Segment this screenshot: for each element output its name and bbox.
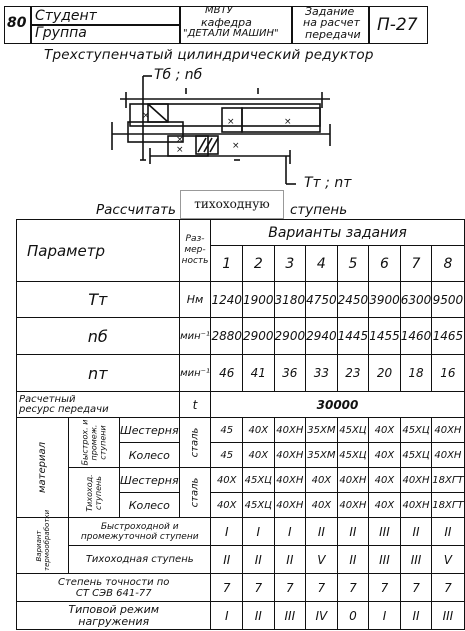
- header-divider: [368, 7, 370, 43]
- table-cell: II: [432, 518, 464, 546]
- table-cell: 7: [274, 574, 306, 602]
- table-cell: 36: [274, 355, 306, 392]
- heat-group-label: Вариант термообработки: [34, 509, 51, 571]
- resource-unit: t: [179, 392, 211, 418]
- table-cell: IV: [306, 602, 338, 630]
- table-cell: 40ХН: [274, 468, 306, 493]
- resource-value: 30000: [211, 392, 464, 418]
- heat-row-label: Быстроходной и промежуточной ступени: [69, 518, 211, 546]
- table-cell: 45ХЦ: [400, 443, 432, 468]
- table-cell: I: [369, 602, 401, 630]
- materials-group-label: материал: [37, 441, 49, 494]
- table-cell: 2900: [274, 318, 306, 355]
- unit-tt: Нм: [179, 282, 211, 318]
- table-cell: 40Х: [369, 418, 401, 443]
- steel-unit-text: сталь: [189, 477, 201, 508]
- table-cell: 40Х: [243, 443, 275, 468]
- table-cell: 45ХЦ: [243, 468, 275, 493]
- table-cell: 40Х: [306, 468, 338, 493]
- unit-nt: мин⁻¹: [179, 355, 211, 392]
- heat-group: [17, 509, 69, 574]
- table-cell: II: [243, 546, 275, 574]
- table-cell: I: [243, 518, 275, 546]
- table-cell: III: [432, 602, 464, 630]
- param-tt: Тт: [17, 282, 180, 318]
- accuracy-label: [17, 574, 211, 602]
- table-cell: II: [400, 518, 432, 546]
- task-code: П-27: [377, 15, 418, 35]
- table-cell: I: [211, 602, 243, 630]
- table-cell: 2900: [243, 318, 275, 355]
- table-cell: 45ХЦ: [400, 418, 432, 443]
- stage-box: [180, 190, 284, 219]
- table-cell: 3180: [274, 282, 306, 318]
- table-cell: 7: [369, 574, 401, 602]
- svg-text:×: ×: [232, 141, 240, 151]
- output-shaft-label: Тт ; nт: [304, 175, 352, 191]
- variant-number: 3: [274, 246, 306, 282]
- part-label: Шестерня: [120, 468, 180, 493]
- header-block: [4, 6, 428, 44]
- variants-table: [16, 219, 465, 630]
- resource-label-line1: Расчетный: [19, 393, 76, 405]
- table-cell: III: [369, 518, 401, 546]
- task-line3: передачи: [305, 28, 361, 41]
- param-nt: nт: [17, 355, 180, 392]
- table-cell: 2940: [306, 318, 338, 355]
- materials-group: [17, 418, 69, 518]
- accuracy-label-line2: СТ СЭВ 641-77: [75, 587, 152, 599]
- part-label: Колесо: [120, 443, 180, 468]
- task-line1: Задание: [305, 5, 355, 18]
- variant-number: 7: [400, 246, 432, 282]
- fast-stage-text: Быстрох. и промеж. ступени: [80, 419, 108, 466]
- steel-unit: [179, 468, 211, 518]
- table-cell: III: [369, 546, 401, 574]
- table-cell: V: [306, 546, 338, 574]
- table-cell: 7: [243, 574, 275, 602]
- input-shaft-label: Тб ; nб: [154, 67, 203, 83]
- table-cell: 41: [243, 355, 275, 392]
- table-cell: 1455: [369, 318, 401, 355]
- table-cell: 16: [432, 355, 464, 392]
- org-line3: "ДЕТАЛИ МАШИН": [183, 28, 279, 39]
- table-cell: 1900: [243, 282, 275, 318]
- group-label: Группа: [35, 25, 87, 41]
- table-cell: III: [274, 602, 306, 630]
- table-cell: 2880: [211, 318, 243, 355]
- table-cell: 45: [211, 418, 243, 443]
- table-cell: 7: [337, 574, 369, 602]
- table-cell: 1445: [337, 318, 369, 355]
- table-cell: 40Х: [243, 418, 275, 443]
- mode-label-line2: нагружения: [78, 614, 150, 628]
- resource-label-line2: ресурс передачи: [19, 403, 109, 415]
- table-cell: 40ХН: [274, 418, 306, 443]
- table-cell: II: [337, 518, 369, 546]
- gearbox-diagram: [0, 60, 433, 200]
- header-divider: [179, 7, 181, 43]
- table-cell: II: [306, 518, 338, 546]
- table-cell: 18ХГТ: [432, 493, 464, 518]
- variant-number: 2: [243, 246, 275, 282]
- table-cell: 46: [211, 355, 243, 392]
- steel-unit: [179, 418, 211, 468]
- table-cell: I: [274, 518, 306, 546]
- resource-label: [17, 392, 180, 418]
- page-number: 80: [7, 15, 27, 31]
- table-cell: 7: [306, 574, 338, 602]
- table-cell: III: [400, 546, 432, 574]
- fast-stage-label: [69, 418, 120, 468]
- table-cell: 4750: [306, 282, 338, 318]
- table-cell: 40Х: [211, 493, 243, 518]
- table-cell: 40ХН: [432, 418, 464, 443]
- table-cell: 33: [306, 355, 338, 392]
- table-cell: 45ХЦ: [337, 418, 369, 443]
- page-title: Трехступенчатый цилиндрический редуктор: [44, 47, 374, 63]
- calc-prefix: Рассчитать: [96, 202, 176, 218]
- header-divider: [291, 7, 293, 43]
- variant-number: 6: [369, 246, 401, 282]
- table-cell: 40Х: [369, 468, 401, 493]
- svg-text:×: ×: [142, 111, 150, 121]
- table-cell: 2450: [337, 282, 369, 318]
- table-cell: 20: [369, 355, 401, 392]
- svg-text:×: ×: [176, 145, 184, 155]
- table-cell: I: [211, 518, 243, 546]
- org-line2: кафедра: [201, 16, 252, 29]
- svg-text:×: ×: [227, 117, 235, 127]
- param-header: Параметр: [17, 220, 180, 282]
- param-nb: nб: [17, 318, 180, 355]
- variant-number: 4: [306, 246, 338, 282]
- org-line1: МВТУ: [205, 5, 233, 16]
- table-cell: 40Х: [369, 443, 401, 468]
- table-cell: 45ХЦ: [337, 443, 369, 468]
- table-cell: V: [432, 546, 464, 574]
- table-cell: II: [211, 546, 243, 574]
- table-cell: 7: [400, 574, 432, 602]
- stage-text: тихоходную: [194, 197, 270, 211]
- mode-label-line1: Типовой режим: [68, 602, 160, 616]
- table-cell: 1240: [211, 282, 243, 318]
- table-cell: 18: [400, 355, 432, 392]
- table-cell: 6300: [400, 282, 432, 318]
- slow-stage-text: Тихоход. ступень: [85, 473, 104, 512]
- table-cell: 1460: [400, 318, 432, 355]
- table-cell: 40Х: [211, 468, 243, 493]
- table-cell: 3900: [369, 282, 401, 318]
- table-cell: II: [274, 546, 306, 574]
- svg-text:×: ×: [176, 135, 184, 145]
- table-cell: 7: [432, 574, 464, 602]
- table-cell: 9500: [432, 282, 464, 318]
- steel-unit-text: сталь: [189, 427, 201, 458]
- table-cell: 1465: [432, 318, 464, 355]
- part-label: Колесо: [120, 493, 180, 518]
- mode-label: [17, 602, 211, 630]
- unit-header: Раз-мер-ность: [179, 220, 211, 282]
- table-cell: 40ХН: [337, 493, 369, 518]
- table-cell: 40ХН: [274, 493, 306, 518]
- table-cell: 23: [337, 355, 369, 392]
- table-cell: 40ХН: [432, 443, 464, 468]
- table-cell: II: [400, 602, 432, 630]
- table-cell: 0: [337, 602, 369, 630]
- table-cell: 7: [211, 574, 243, 602]
- heat-row-label: Тихоходная ступень: [69, 546, 211, 574]
- part-label: Шестерня: [120, 418, 180, 443]
- svg-text:×: ×: [284, 117, 292, 127]
- table-cell: 40ХН: [337, 468, 369, 493]
- student-label: Студент: [35, 8, 97, 24]
- table-cell: 40ХН: [400, 468, 432, 493]
- table-cell: 40ХН: [274, 443, 306, 468]
- table-cell: 40Х: [369, 493, 401, 518]
- table-cell: 45ХЦ: [243, 493, 275, 518]
- variant-number: 8: [432, 246, 464, 282]
- table-cell: 18ХГТ: [432, 468, 464, 493]
- accuracy-label-line1: Степень точности по: [58, 576, 170, 588]
- table-cell: 35ХМ: [306, 418, 338, 443]
- variants-header: Варианты задания: [211, 220, 464, 246]
- slow-stage-label: [69, 468, 120, 518]
- table-cell: II: [243, 602, 275, 630]
- task-line2: на расчет: [303, 16, 360, 29]
- table-cell: 35ХМ: [306, 443, 338, 468]
- table-cell: 40Х: [306, 493, 338, 518]
- table-cell: II: [337, 546, 369, 574]
- table-cell: 40ХН: [400, 493, 432, 518]
- unit-nb: мин⁻¹: [179, 318, 211, 355]
- calc-suffix: ступень: [290, 202, 348, 218]
- table-cell: 45: [211, 443, 243, 468]
- variant-number: 5: [337, 246, 369, 282]
- variant-number: 1: [211, 246, 243, 282]
